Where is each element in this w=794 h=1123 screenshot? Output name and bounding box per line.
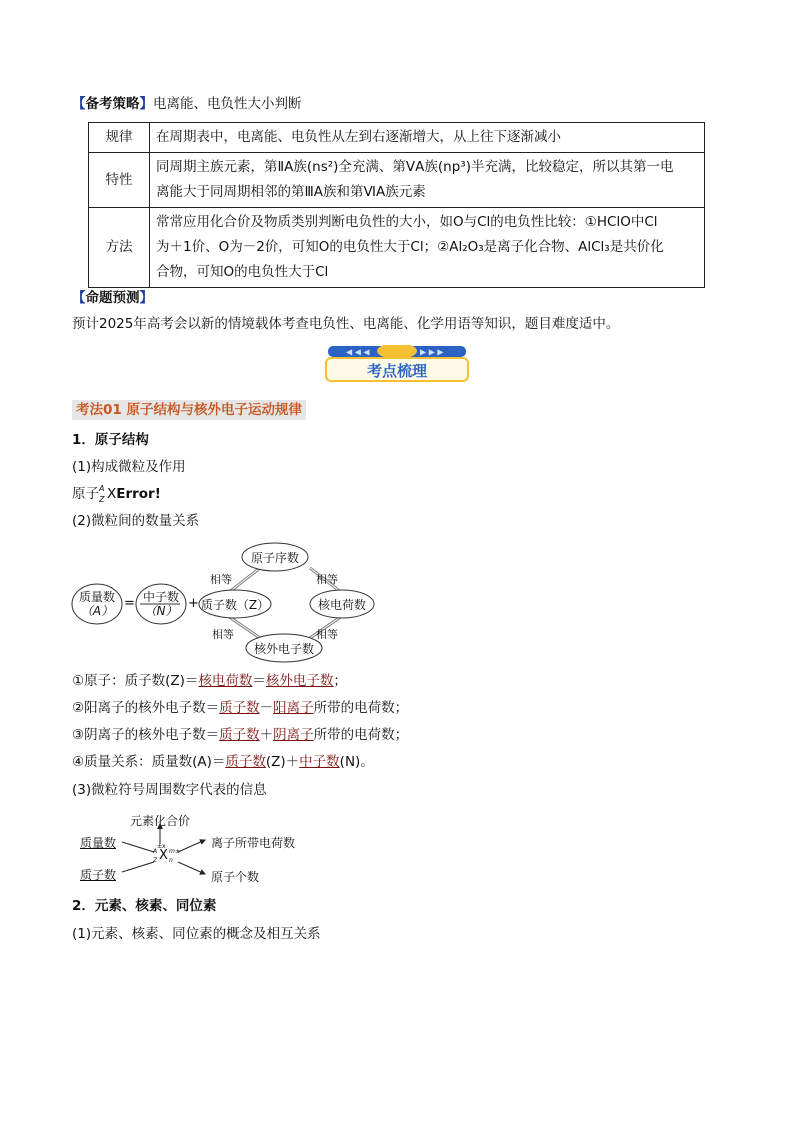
svg-text:▶ ▶ ▶: ▶ ▶ ▶ bbox=[420, 347, 444, 357]
formula-error: Error! bbox=[116, 486, 161, 502]
relation-text: － bbox=[259, 700, 274, 716]
particle-symbol bbox=[153, 845, 183, 867]
relation-text: 所带的电荷数； bbox=[313, 727, 409, 743]
node-label: （N） bbox=[144, 604, 178, 618]
row-key: 规律 bbox=[89, 123, 150, 153]
row-text: 在周期表中，电离能、电负性从左到右逐渐增大，从上往下逐渐减小 bbox=[150, 123, 705, 153]
bracket-open: 【 bbox=[72, 290, 86, 306]
table-row bbox=[89, 123, 705, 153]
banner-text: 考点梳理 bbox=[366, 362, 427, 380]
blank-answer: 阴离子 bbox=[273, 727, 314, 743]
proton-node: 质子数（Z） bbox=[200, 598, 270, 612]
row-text-line: 离能大于同周期相邻的第ⅢA族和第ⅥA族元素 bbox=[156, 184, 426, 200]
node-label: （A） bbox=[80, 604, 114, 618]
strategy-table bbox=[88, 122, 705, 288]
electron-node: 核外电子数 bbox=[253, 642, 314, 656]
row-text bbox=[150, 153, 705, 208]
relation-text: ； bbox=[333, 673, 347, 689]
strategy-label: 备考策略 bbox=[85, 96, 140, 112]
blank-answer: 阳离子 bbox=[273, 700, 314, 716]
formula-scripts bbox=[99, 484, 107, 504]
blank-answer: 质子数 bbox=[219, 700, 260, 716]
row-text-line: 常常应用化合价及物质类别判断电负性的大小，如O与Cl的电负性比较：①HClO中Cl bbox=[156, 214, 658, 230]
bracket-close: 】 bbox=[139, 290, 153, 306]
node-label: 中子数 bbox=[142, 590, 179, 604]
mass-label: 质量数 bbox=[80, 836, 117, 850]
atomic-number-node: 原子序数 bbox=[250, 551, 299, 565]
mass-number-node bbox=[72, 590, 122, 618]
node-label: 质量数 bbox=[78, 590, 115, 604]
charge-label: 离子所带电荷数 bbox=[211, 836, 296, 850]
blank-answer: 质子数 bbox=[219, 727, 260, 743]
row-text-line: 为＋1价、O为－2价，可知O的电负性大于Cl；②Al₂O₃是离子化合物、AlCl₃是共价化 bbox=[156, 239, 664, 255]
relation-text: ③阴离子的核外电子数＝ bbox=[72, 727, 220, 743]
atom-formula bbox=[72, 484, 161, 504]
symbol-center: X bbox=[159, 848, 168, 863]
relation-text: ＝ bbox=[252, 673, 266, 689]
section-title: 考法01 原子结构与核外电子运动规律 bbox=[72, 400, 306, 420]
equal-label: 相等 bbox=[316, 573, 338, 586]
s1-p2: (2)微粒间的数量关系 bbox=[72, 513, 200, 529]
relation-4 bbox=[72, 752, 374, 772]
formula-sup: A bbox=[99, 484, 105, 493]
row-text-line: 同周期主族元素，第ⅡA族(ns²)全充满、第ⅤA族(np³)半充满，比较稳定，所以其第一电 bbox=[156, 159, 674, 175]
valence-label: 元素化合价 bbox=[130, 814, 191, 828]
symbol-sub-right: n bbox=[169, 857, 173, 864]
section-banner bbox=[324, 345, 470, 383]
relation-3 bbox=[72, 725, 408, 745]
neutron-node bbox=[136, 590, 186, 618]
prediction-header bbox=[72, 288, 153, 308]
s2-p1: (1)元素、核素、同位素的概念及相互关系 bbox=[72, 926, 321, 942]
equal-label: 相等 bbox=[210, 573, 232, 586]
s1-p3: (3)微粒符号周围数字代表的信息 bbox=[72, 782, 267, 798]
relation-2 bbox=[72, 698, 408, 718]
blank-answer: 质子数 bbox=[225, 754, 266, 770]
equal-label: 相等 bbox=[212, 628, 234, 641]
blank-answer: 中子数 bbox=[299, 754, 340, 770]
svg-text:◀ ◀ ◀: ◀ ◀ ◀ bbox=[346, 347, 370, 357]
table-row bbox=[89, 208, 705, 288]
row-key: 特性 bbox=[89, 153, 150, 208]
strategy-topic: 电离能、电负性大小判断 bbox=[153, 96, 302, 112]
relation-text: 所带的电荷数； bbox=[313, 700, 409, 716]
bracket-open: 【 bbox=[72, 96, 86, 112]
relation-text: (N)。 bbox=[339, 754, 374, 770]
row-key: 方法 bbox=[89, 208, 150, 288]
count-label: 原子个数 bbox=[211, 870, 260, 884]
symbol-sup-right: m± bbox=[169, 848, 180, 855]
relation-1 bbox=[72, 671, 347, 691]
s1-p1: (1)构成微粒及作用 bbox=[72, 459, 186, 475]
plus-sign: + bbox=[188, 596, 199, 611]
prediction-text: 预计2025年高考会以新的情境载体考查电负性、电离能、化学用语等知识，题目难度适中。 bbox=[72, 316, 620, 332]
symbol-top: ±x bbox=[157, 843, 166, 850]
strategy-header bbox=[72, 94, 302, 114]
formula-sub: Z bbox=[99, 495, 105, 504]
equal-label: 相等 bbox=[316, 628, 338, 641]
row-text-line: 合物，可知O的电负性大于Cl bbox=[156, 264, 329, 280]
blank-answer: 核外电子数 bbox=[265, 673, 334, 689]
symbol-sup-left: A bbox=[153, 848, 158, 855]
relation-text: ④质量关系：质量数(A)＝ bbox=[72, 754, 226, 770]
blank-answer: 核电荷数 bbox=[198, 673, 253, 689]
symbol-sub-left: Z bbox=[153, 857, 158, 864]
prediction-label: 命题预测 bbox=[85, 290, 140, 306]
equals-sign: = bbox=[124, 596, 135, 611]
nuclear-charge-node: 核电荷数 bbox=[317, 598, 366, 612]
relation-text: ＋ bbox=[259, 727, 274, 743]
row-text bbox=[150, 208, 705, 288]
relation-text: ②阳离子的核外电子数＝ bbox=[72, 700, 220, 716]
relation-text: (Z)＋ bbox=[265, 754, 300, 770]
proton-label: 质子数 bbox=[80, 868, 117, 882]
table-row bbox=[89, 153, 705, 208]
relation-text: ①原子：质子数(Z)＝ bbox=[72, 673, 199, 689]
s1-heading: 1．原子结构 bbox=[72, 432, 149, 448]
formula-prefix: 原子 bbox=[72, 486, 99, 502]
s2-heading: 2．元素、核素、同位素 bbox=[72, 898, 217, 914]
bracket-close: 】 bbox=[139, 96, 153, 112]
formula-x: X bbox=[107, 486, 117, 502]
